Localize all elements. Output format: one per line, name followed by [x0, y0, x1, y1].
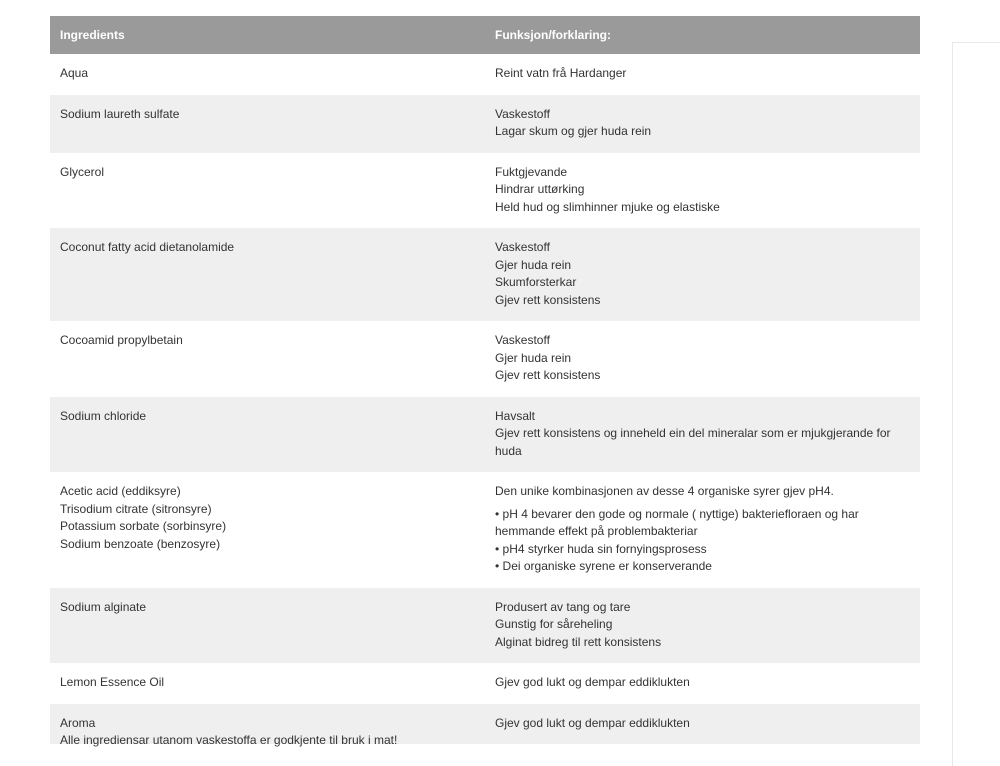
- function-text: Den unike kombinasjonen av desse 4 organiske syrer gjev pH4.: [495, 484, 834, 498]
- footnote: Alle ingrediensar utanom vaskestoffa er godkjente til bruk i mat!: [60, 733, 398, 747]
- function-cell: [485, 54, 920, 95]
- side-panel: [952, 42, 1000, 766]
- function-text: Gjev god lukt og dempar eddiklukten: [495, 675, 690, 689]
- function-text: Hindrar uttørking: [495, 182, 585, 196]
- function-text: Held hud og slimhinner mjuke og elastiske: [495, 199, 720, 214]
- table-row: [50, 663, 920, 704]
- function-text: Gjev rett konsistens og inneheld ein del mineralar som er mjukgjerande for huda: [495, 426, 891, 458]
- function-text: Gjer huda rein: [495, 350, 572, 365]
- ingredient-cell: [50, 588, 485, 664]
- function-text: Alginat bidreg til rett konsistens: [495, 634, 662, 649]
- ingredient-name: Sodium alginate: [60, 599, 147, 614]
- function-text: • pH4 styrker huda sin fornyingsprosess: [495, 541, 707, 556]
- ingredient-name: Aqua: [60, 66, 89, 80]
- ingredient-name: Sodium benzoate (benzosyre): [60, 536, 221, 551]
- function-text: Gunstig for såreheling: [495, 617, 613, 631]
- function-text: Havsalt: [495, 408, 536, 423]
- ingredients-table: [50, 16, 920, 744]
- function-cell: [485, 95, 920, 153]
- table-row: [50, 397, 920, 473]
- function-text: Gjev rett konsistens: [495, 368, 601, 382]
- table-row: [50, 153, 920, 229]
- function-text: Reint vatn frå Hardanger: [495, 66, 627, 80]
- function-cell: [485, 472, 920, 588]
- function-cell: [485, 397, 920, 473]
- ingredient-name: Coconut fatty acid dietanolamide: [60, 240, 235, 254]
- function-text: Gjer huda rein: [495, 257, 572, 272]
- function-cell: [485, 228, 920, 321]
- function-text: • pH 4 bevarer den gode og normale ( nyttige) bakteriefloraen og har hemmande effekt på problembakteriar: [495, 506, 859, 538]
- ingredient-name: Potassium sorbate (sorbinsyre): [60, 519, 227, 533]
- ingredient-cell: [50, 228, 485, 321]
- ingredient-cell: [50, 54, 485, 95]
- table-row: [50, 588, 920, 664]
- header-ingredients: Ingredients: [50, 16, 485, 54]
- ingredient-name: Sodium chloride: [60, 408, 147, 423]
- table-body: [50, 54, 920, 744]
- table-row: [50, 54, 920, 95]
- function-text: Skumforsterkar: [495, 275, 577, 289]
- function-text: Vaskestoff: [495, 333, 550, 347]
- function-text: Produsert av tang og tare: [495, 599, 631, 614]
- table-row: [50, 95, 920, 153]
- table-row: [50, 321, 920, 397]
- function-text: Gjev rett konsistens: [495, 292, 601, 307]
- ingredient-cell: [50, 321, 485, 397]
- ingredient-cell: [50, 95, 485, 153]
- ingredient-cell: [50, 153, 485, 229]
- table-row: [50, 228, 920, 321]
- ingredients-table-container: [50, 16, 920, 744]
- ingredient-name: Cocoamid propylbetain: [60, 333, 183, 347]
- function-text: Lagar skum og gjer huda rein: [495, 124, 652, 138]
- function-text: Fuktgjevande: [495, 164, 568, 179]
- function-cell: [485, 588, 920, 664]
- ingredient-cell: [50, 397, 485, 473]
- function-text: Vaskestoff: [495, 106, 550, 121]
- table-header-row: [50, 16, 920, 54]
- header-function: Funksjon/forklaring:: [485, 16, 920, 54]
- table-row: [50, 472, 920, 588]
- ingredient-name: Lemon Essence Oil: [60, 675, 165, 689]
- function-text: • Dei organiske syrene er konserverande: [495, 559, 712, 573]
- function-cell: [485, 321, 920, 397]
- ingredient-cell: [50, 663, 485, 704]
- ingredient-name: Glycerol: [60, 164, 105, 179]
- ingredient-name: Trisodium citrate (sitronsyre): [60, 501, 212, 516]
- function-cell: [485, 153, 920, 229]
- ingredient-name: Aroma: [60, 715, 96, 730]
- function-cell: [485, 704, 920, 745]
- function-cell: [485, 663, 920, 704]
- function-text: Vaskestoff: [495, 240, 550, 254]
- ingredient-name: Sodium laureth sulfate: [60, 106, 180, 121]
- ingredient-name: Acetic acid (eddiksyre): [60, 484, 181, 498]
- function-text: Gjev god lukt og dempar eddiklukten: [495, 715, 690, 730]
- ingredient-cell: [50, 472, 485, 588]
